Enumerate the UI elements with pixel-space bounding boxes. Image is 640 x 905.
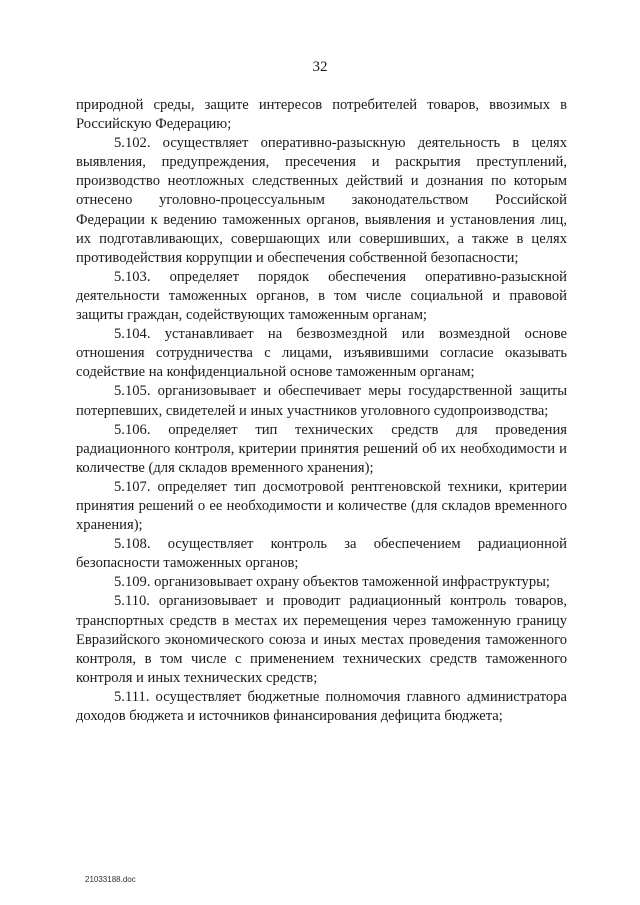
paragraph-continuation: природной среды, защите интересов потребителей товаров, ввозимых в Российскую Федерацию; [76, 97, 567, 133]
paragraph-5-102: 5.102. осуществляет оперативно-разыскную деятельность в целях выявления, предупреждения, пресечения и раскрытия преступлений, производство неотложных следственных действий и дознания по которым отнесено уголовно-процессуальным законодательством Российской Федерации к ведению таможенных органов, выявления и установления лиц, их подготавливающих, совершающих или совершивших, а также в целях противодействия коррупции и обеспечения собственной безопасности; [76, 135, 567, 266]
paragraph-5-104: 5.104. устанавливает на безвозмездной или возмездной основе отношения сотрудничества с лицами, изъявившими согласие оказывать содействие на конфиденциальной основе таможенным органам; [76, 326, 567, 381]
paragraph-5-111: 5.111. осуществляет бюджетные полномочия главного администратора доходов бюджета и источников финансирования дефицита бюджета; [76, 688, 567, 724]
paragraph-5-109: 5.109. организовывает охрану объектов таможенной инфраструктуры; [114, 574, 550, 591]
document-body [76, 96, 567, 726]
paragraph-5-107: 5.107. определяет тип досмотровой рентгеновской техники, критерии принятия решений о ее необходимости и количестве (для складов временного хранения); [76, 478, 567, 534]
page-number: 32 [312, 59, 328, 75]
paragraph-5-110: 5.110. организовывает и проводит радиационный контроль товаров, транспортных средств в местах их перемещения через таможенную границу Евразийского экономического союза и иных местах проведения таможенного контроля, в том числе с применением технических средств таможенного контроля и иных технических средств; [76, 593, 567, 686]
document-file-code: 21033188.doc [85, 875, 136, 884]
paragraph-5-108: 5.108. осуществляет контроль за обеспечением радиационной безопасности таможенных органов; [76, 536, 567, 572]
paragraph-5-106: 5.106. определяет тип технических средств для проведения радиационного контроля, критерии принятия решений об их необходимости и количестве (для складов временного хранения); [76, 421, 567, 476]
paragraph-5-105: 5.105. организовывает и обеспечивает меры государственной защиты потерпевших, свидетелей и иных участников уголовного судопроизводства; [76, 383, 567, 419]
paragraph-5-103: 5.103. определяет порядок обеспечения оперативно-разыскной деятельности таможенных органов, в том числе социальной и правовой защиты граждан, содействующих таможенным органам; [76, 268, 567, 324]
